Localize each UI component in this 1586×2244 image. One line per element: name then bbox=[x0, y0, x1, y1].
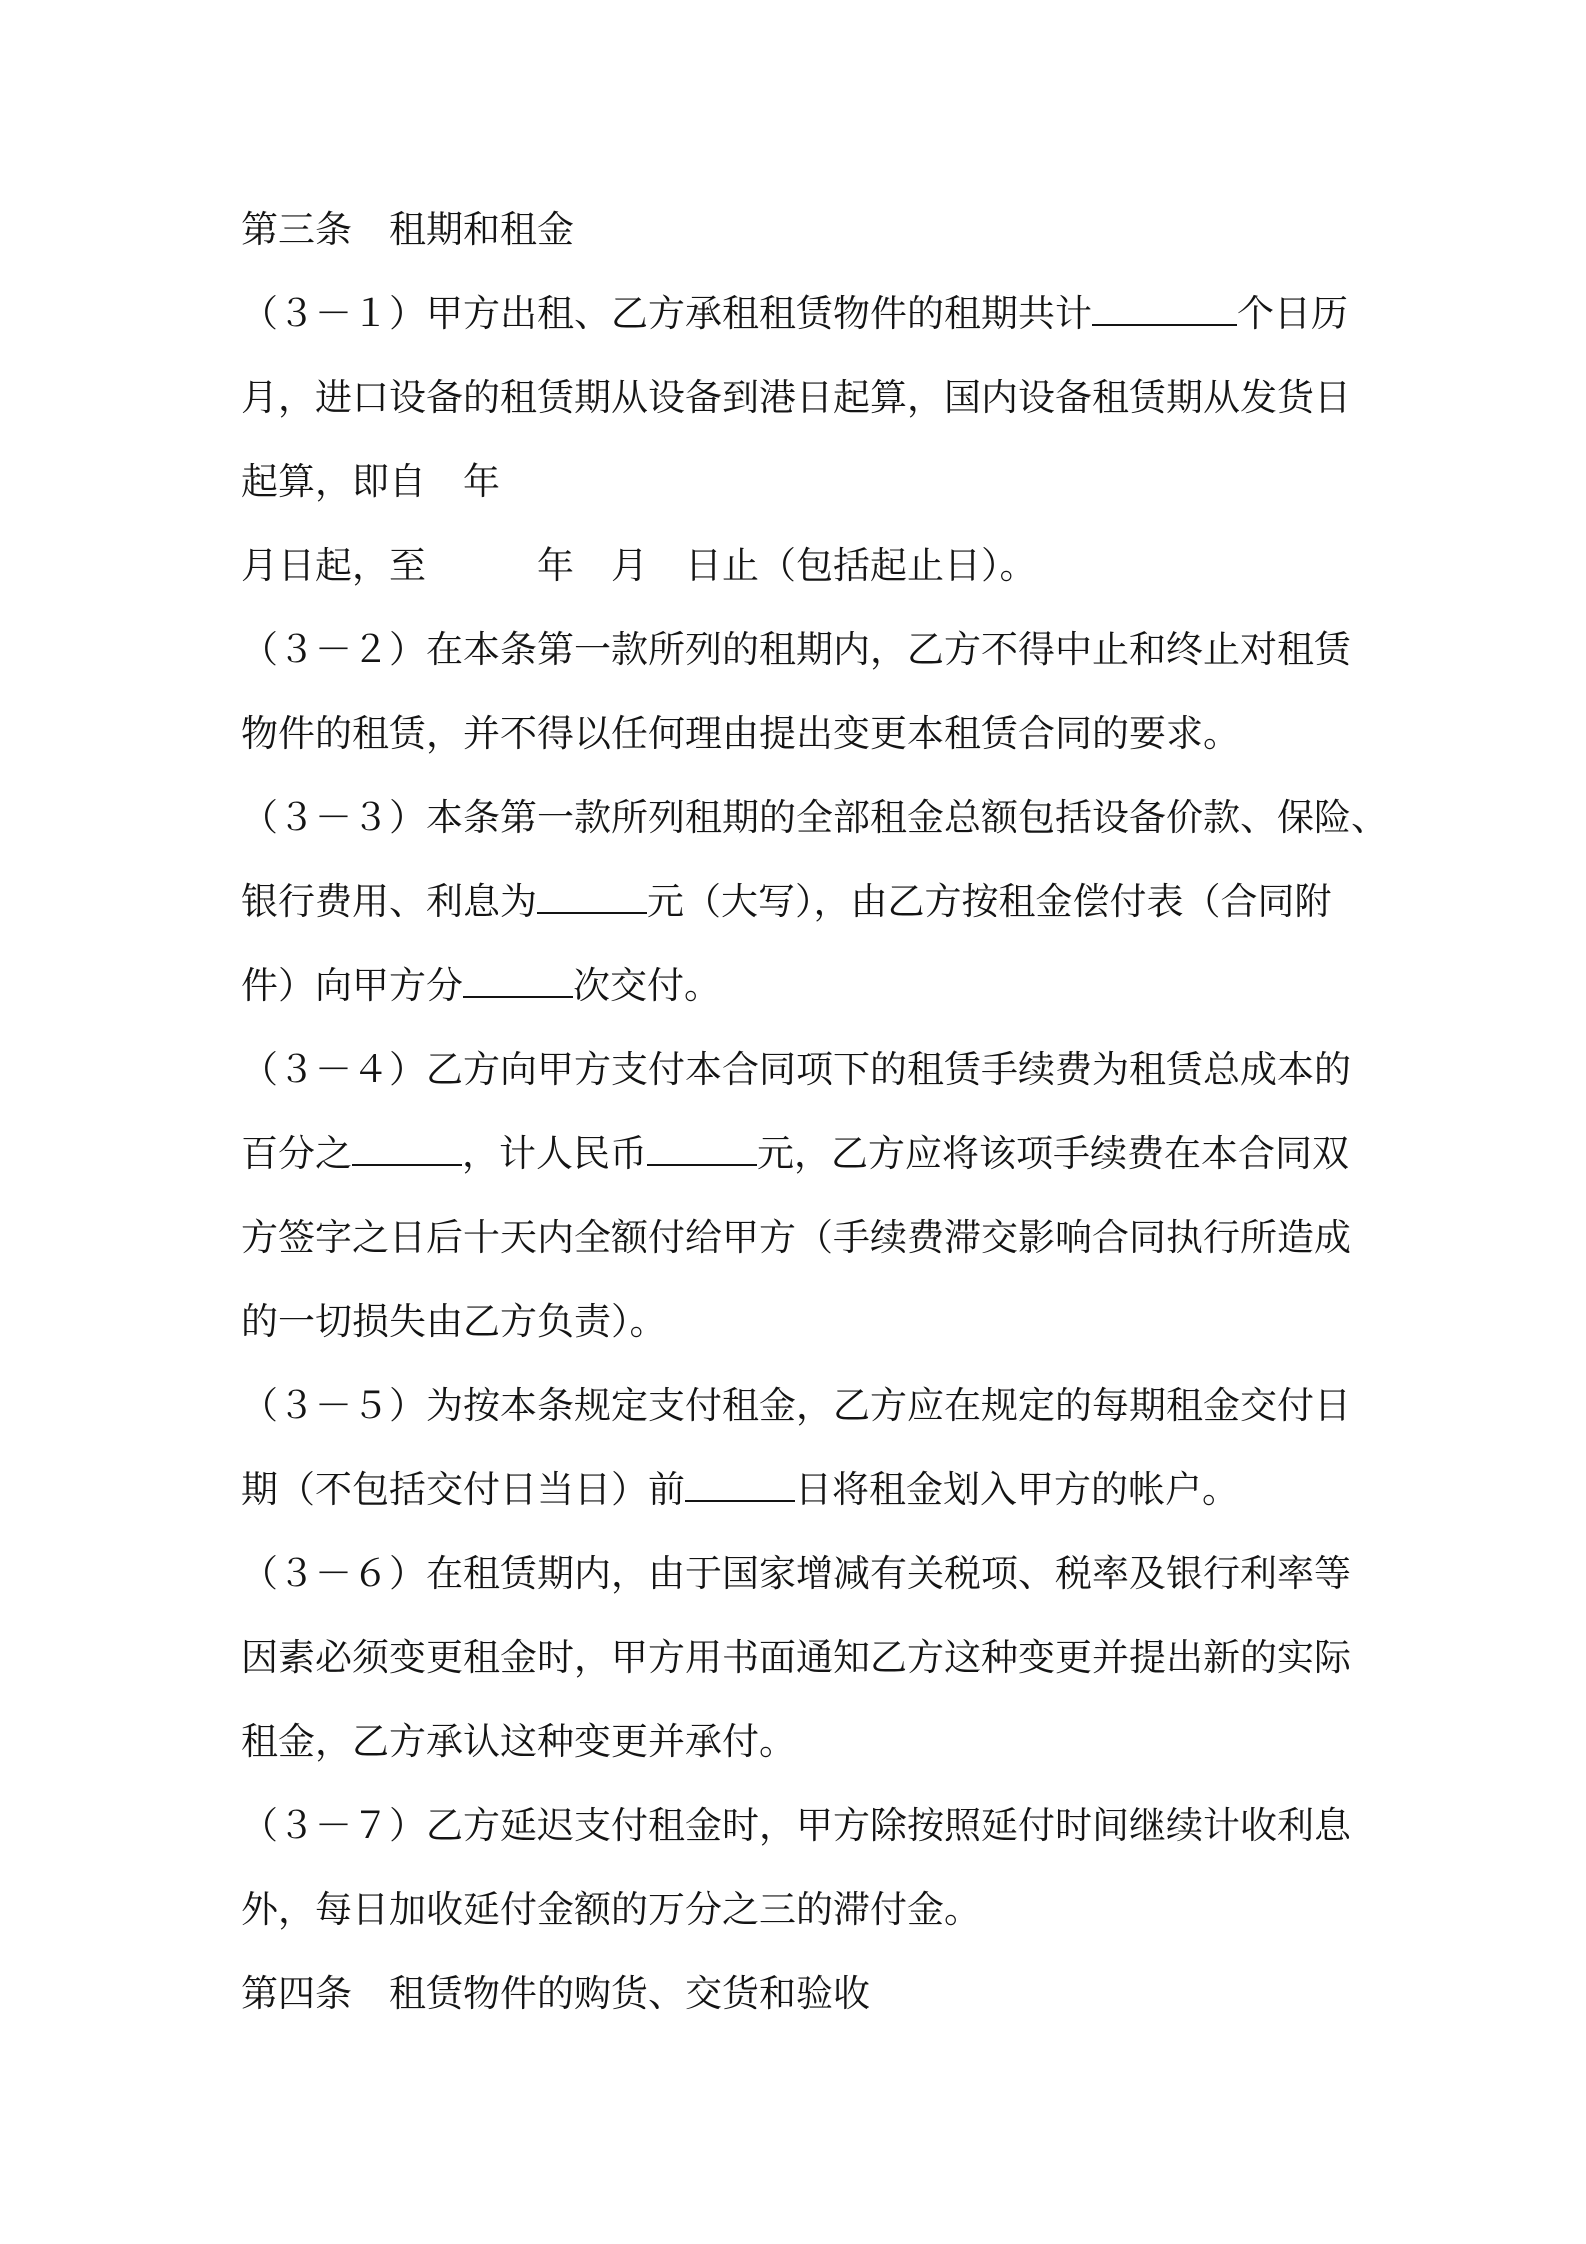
clause-3-1-line-1 bbox=[241, 272, 1366, 356]
article-4-title: 第四条 租赁物件的购货、交货和验收 bbox=[241, 1972, 870, 2015]
clause-3-2-line-1: （３－２）在本条第一款所列的租期内，乙方不得中止和终止对租赁 bbox=[241, 628, 1351, 671]
clause-3-5-line-1: （３－５）为按本条规定支付租金，乙方应在规定的每期租金交付日 bbox=[241, 1384, 1351, 1427]
clause-3-4-text-c: 元，乙方应将该项手续费在本合同双 bbox=[757, 1132, 1349, 1175]
blank-fee-percent bbox=[352, 1163, 462, 1166]
clause-3-5-text-b: 日将租金划入甲方的帐户。 bbox=[795, 1468, 1239, 1511]
clause-3-5-text-a: 期（不包括交付日当日）前 bbox=[241, 1468, 685, 1511]
clause-3-6-line-2: 因素必须变更租金时，甲方用书面通知乙方这种变更并提出新的实际 bbox=[241, 1636, 1351, 1679]
clause-3-3-text-c: 件）向甲方分 bbox=[241, 964, 463, 1007]
clause-3-3-text-a: 银行费用、利息为 bbox=[241, 880, 537, 923]
clause-3-1-line-2: 月，进口设备的租赁期从设备到港日起算，国内设备租赁期从发货日 bbox=[241, 376, 1351, 419]
clause-3-2-line-2: 物件的租赁，并不得以任何理由提出变更本租赁合同的要求。 bbox=[241, 712, 1240, 755]
clause-3-1-line-3: 起算，即自 年 bbox=[241, 460, 500, 503]
clause-3-1-text-b: 个日历 bbox=[1237, 292, 1348, 335]
clause-3-6-line-3: 租金，乙方承认这种变更并承付。 bbox=[241, 1720, 796, 1763]
clause-3-3-line-2 bbox=[241, 860, 1366, 944]
clause-3-4-text-a: 百分之 bbox=[241, 1132, 352, 1175]
clause-3-6-line-1: （３－６）在租赁期内，由于国家增减有关税项、税率及银行利率等 bbox=[241, 1552, 1351, 1595]
clause-3-5-line-2 bbox=[241, 1448, 1366, 1532]
clause-3-7-line-1: （３－７）乙方延迟支付租金时，甲方除按照延付时间继续计收利息 bbox=[241, 1804, 1351, 1847]
blank-lease-months bbox=[1092, 323, 1237, 326]
clause-3-4-line-4: 的一切损失由乙方负责）。 bbox=[241, 1300, 667, 1343]
clause-3-4-line-1: （３－４）乙方向甲方支付本合同项下的租赁手续费为租赁总成本的 bbox=[241, 1048, 1351, 1091]
clause-3-3-text-b: 元（大写），由乙方按租金偿付表（合同附 bbox=[647, 880, 1332, 923]
clause-3-4-text-b: ，计人民币 bbox=[462, 1132, 647, 1175]
article-3-title: 第三条 租期和租金 bbox=[241, 208, 574, 251]
clause-3-3-line-1: （３－３）本条第一款所列租期的全部租金总额包括设备价款、保险、 bbox=[241, 796, 1388, 839]
clause-3-1-text-a: （３－１）甲方出租、乙方承租租赁物件的租期共计 bbox=[241, 292, 1092, 335]
blank-installments bbox=[463, 995, 573, 998]
clause-3-1-line-4: 月日起，至 年 月 日止（包括起止日）。 bbox=[241, 544, 1037, 587]
blank-days-before bbox=[685, 1499, 795, 1502]
clause-3-3-line-3 bbox=[241, 944, 1366, 1028]
clause-3-4-line-3: 方签字之日后十天内全额付给甲方（手续费滞交影响合同执行所造成 bbox=[241, 1216, 1351, 1259]
clause-3-7-line-2: 外，每日加收延付金额的万分之三的滞付金。 bbox=[241, 1888, 981, 1931]
clause-3-3-text-d: 次交付。 bbox=[573, 964, 721, 1007]
blank-fee-amount bbox=[647, 1163, 757, 1166]
clause-3-4-line-2 bbox=[241, 1112, 1366, 1196]
blank-total-rent bbox=[537, 911, 647, 914]
